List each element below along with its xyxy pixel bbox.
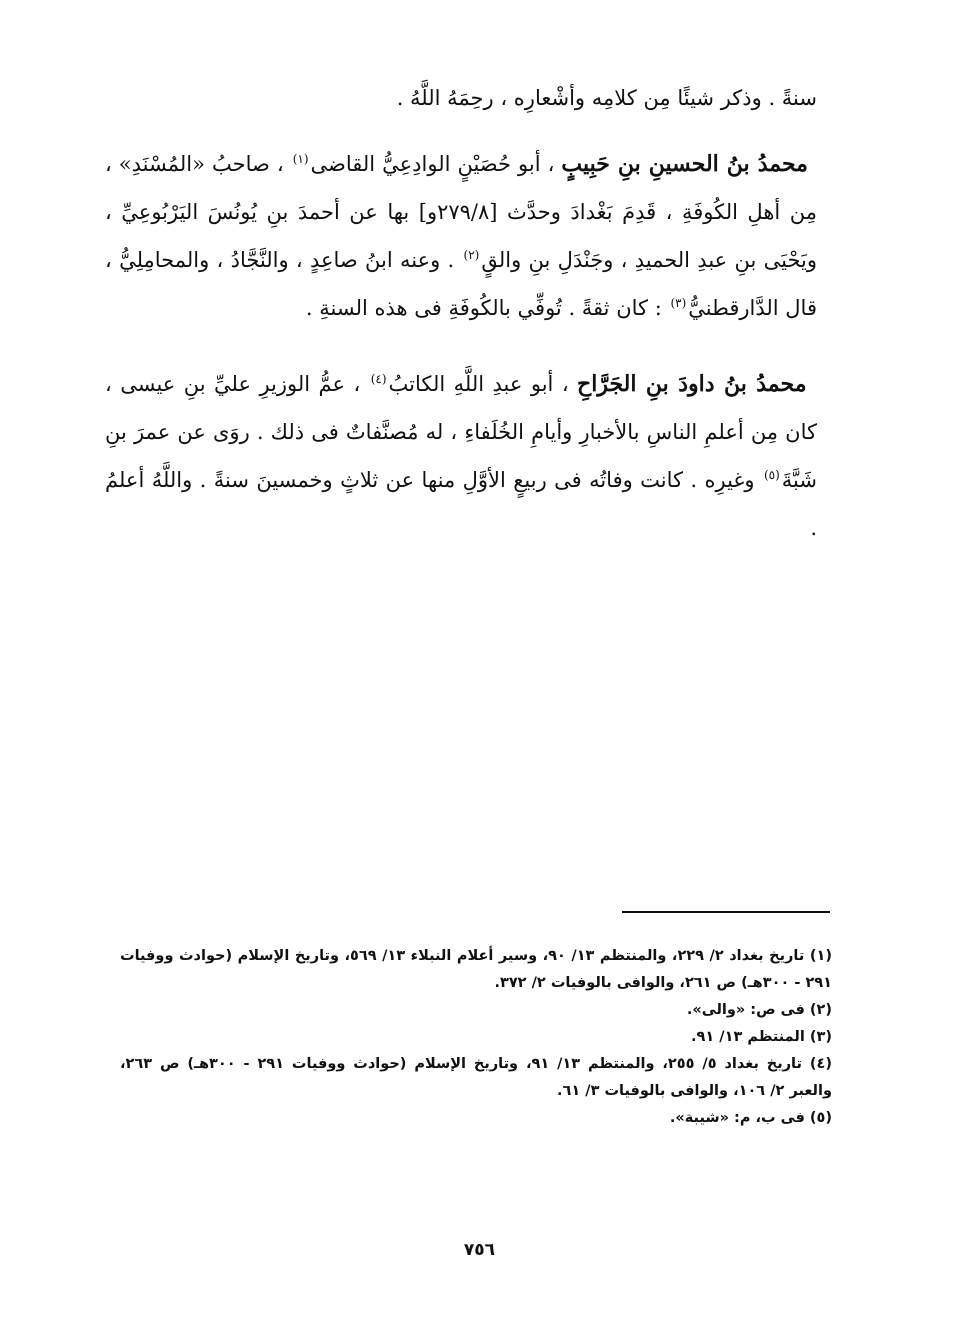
entry-text: : كان ثقةً . تُوفِّي بالكُوفَةِ فى هذه السنةِ . bbox=[305, 296, 662, 320]
footnote-item: (٣) المنتظم ١٣/ ٩١. bbox=[691, 1029, 832, 1045]
entry-text: . وعنه ابنُ صاعِدٍ ، والنَّجَّادُ ، والمحامِلِيُّ ، قال الدَّارقطنيُّ bbox=[105, 248, 817, 320]
entry-paragraph bbox=[105, 140, 817, 332]
entry-text: وغيرِه . كانت وفاتُه فى ربيعٍ الأوَّلِ منها عن ثلاثٍ وخمسينَ سنةً . واللَّهُ أعلمُ . bbox=[105, 468, 817, 540]
entry-name: محمدُ بنُ داودَ بنِ الجَرَّاحِ bbox=[577, 371, 807, 397]
entry-text: ، صاحبُ «المُسْنَدِ» ، مِن أهلِ الكُوفَةِ ، قَدِمَ بَغْدادَ وحدَّث [٢٧٩/٨و] بها عن أحمدَ بنِ يُونُسَ اليَرْبُوعِيِّ ، ويَحْيَى بنِ عبدِ الحميدِ ، وجَنْدَلِ بنِ والقٍ bbox=[105, 152, 817, 272]
footnote-marker[interactable]: (٤) bbox=[370, 372, 387, 386]
footnote-divider bbox=[622, 911, 830, 913]
footnote-item: (١) تاريخ بغداد ٢/ ٢٢٩، والمنتظم ١٣/ ٩٠، وسير أعلام النبلاء ١٣/ ٥٦٩، وتاريخ الإسلام (حوادث ووفيات ٢٩١ - ٣٠٠هـ) ص ٢٦١، والوافى بالوفيات ٢/ ٣٧٢. bbox=[120, 948, 832, 991]
entry-name: محمدُ بنُ الحسينِ بنِ حَبِيبٍ bbox=[561, 151, 808, 177]
footnote-marker[interactable]: (٣) bbox=[670, 296, 687, 310]
page-number: ٧٥٦ bbox=[463, 1240, 496, 1260]
footnote-item: (٤) تاريخ بغداد ٥/ ٢٥٥، والمنتظم ١٣/ ٩١، وتاريخ الإسلام (حوادث ووفيات ٢٩١ - ٣٠٠هـ) ص ٢٦٣، والعبر ٢/ ١٠٦، والوافى بالوفيات ٣/ ٦١. bbox=[120, 1056, 832, 1099]
footnotes-section bbox=[120, 943, 832, 1132]
footnote-item: (٢) فى ص: «والى». bbox=[686, 1002, 832, 1018]
entry-paragraph bbox=[105, 360, 817, 552]
footnote-marker[interactable]: (١) bbox=[292, 152, 309, 166]
entry-text: ، أبو عبدِ اللَّهِ الكاتبُ bbox=[388, 372, 569, 396]
footnote-marker[interactable]: (٢) bbox=[463, 248, 480, 262]
opening-text: سنةً . وذكر شيئًا مِن كلامِه وأشْعارِه ، رحِمَهُ اللَّهُ . bbox=[396, 86, 817, 110]
footnote-marker[interactable]: (٥) bbox=[763, 468, 780, 482]
opening-paragraph bbox=[105, 74, 817, 122]
entry-text: ، أبو حُصَيْنٍ الوادِعِيُّ القاضى bbox=[310, 152, 555, 176]
biography-entry bbox=[105, 140, 817, 332]
footnote-item: (٥) فى ب، م: «شيبة». bbox=[669, 1110, 832, 1126]
entry-text: ، عمُّ الوزيرِ عليِّ بنِ عيسى ، كان مِن أعلمِ الناسِ بالأخبارِ وأيامِ الخُلَفاءِ ، له مُصنَّفاتٌ فى ذلك . روَى عن عمرَ بنِ شَبَّةَ bbox=[105, 372, 817, 492]
biography-entry bbox=[105, 360, 817, 552]
